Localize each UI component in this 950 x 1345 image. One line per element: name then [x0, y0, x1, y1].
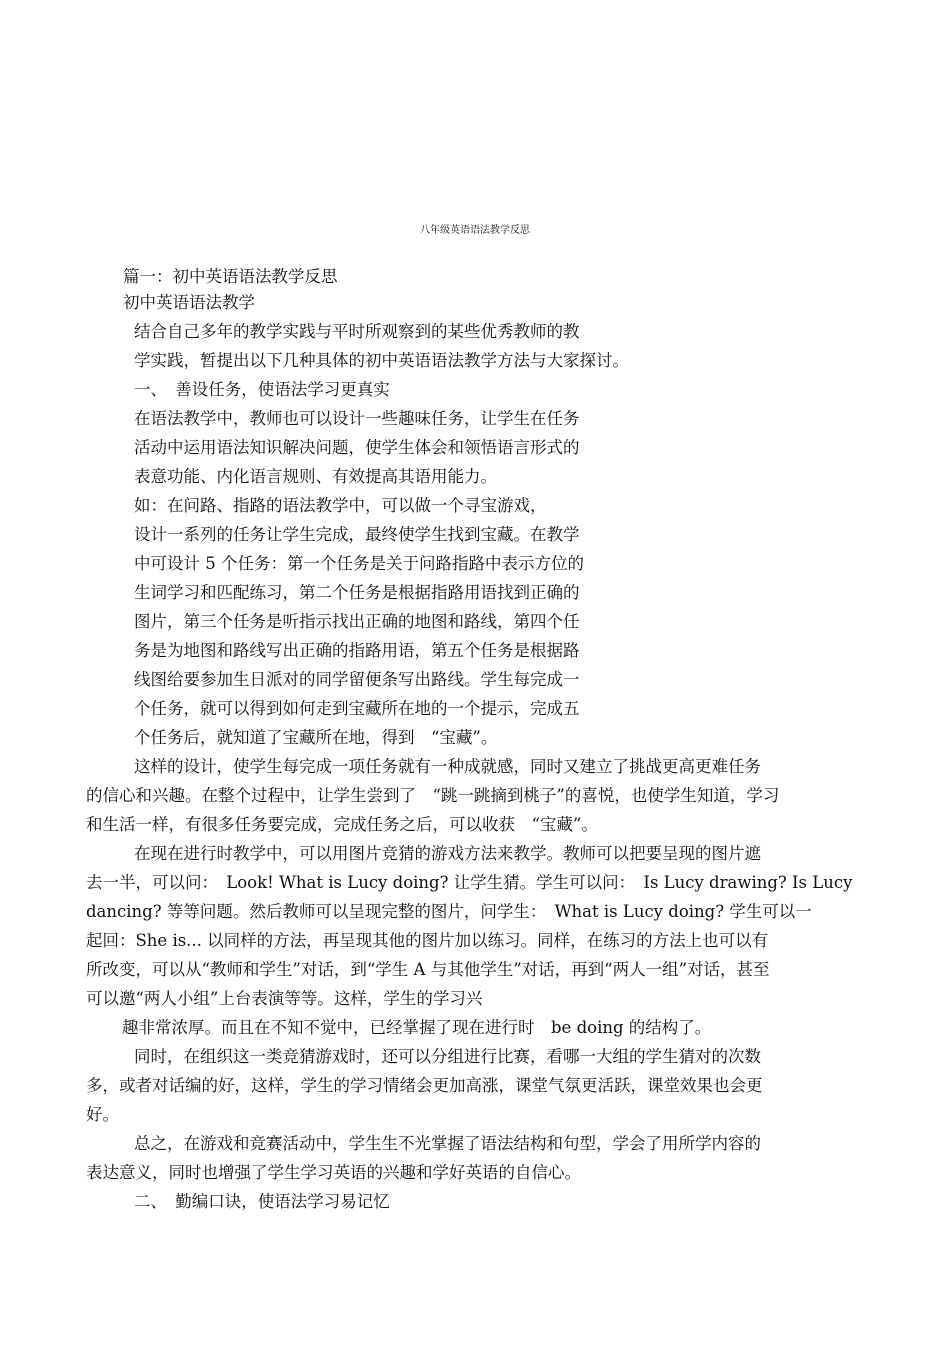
- subsection-heading: 一、 善设任务，使语法学习更真实: [134, 380, 390, 399]
- paragraph-line: 趣非常浓厚。而且在不知不觉中，已经掌握了现在进行时 be doing 的结构了。: [122, 1018, 712, 1037]
- paragraph-line: 可以邀“两人小组”上台表演等等。这样，学生的学习兴: [86, 989, 483, 1008]
- paragraph-line: 个任务，就可以得到如何走到宝藏所在地的一个提示，完成五: [134, 699, 580, 718]
- paragraph-line: 生词学习和匹配练习，第二个任务是根据指路用语找到正确的: [134, 583, 580, 602]
- paragraph-line: 如：在问路、指路的语法教学中，可以做一个寻宝游戏，: [134, 496, 547, 515]
- paragraph-line: 在现在进行时教学中，可以用图片竞猜的游戏方法来教学。教师可以把要呈现的图片遮: [134, 844, 761, 863]
- paragraph-line: 线图给要参加生日派对的同学留便条写出路线。学生每完成一: [134, 670, 580, 689]
- paragraph-line: 在语法教学中，教师也可以设计一些趣味任务，让学生在任务: [134, 409, 580, 428]
- paragraph-line: dancing? 等等问题。然后教师可以呈现完整的图片，问学生： What is Lucy doing? 学生可以一: [86, 902, 812, 921]
- subheading: 初中英语语法教学: [123, 293, 255, 312]
- paragraph-line: 结合自己多年的教学实践与平时所观察到的某些优秀教师的教: [134, 322, 580, 341]
- paragraph-line: 中可设计 5 个任务：第一个任务是关于问路指路中表示方位的: [134, 554, 584, 573]
- paragraph-line: 去一半，可以问： Look! What is Lucy doing? 让学生猜。学生可以问： Is Lucy drawing? Is Lucy: [86, 873, 853, 892]
- paragraph-line: 学实践，暂提出以下几种具体的初中英语语法教学方法与大家探讨。: [134, 351, 629, 370]
- document-title: 八年级英语语法教学反思: [420, 225, 530, 236]
- section-heading: 篇一：初中英语语法教学反思: [123, 267, 338, 286]
- paragraph-line: 多，或者对话编的好，这样，学生的学习情绪会更加高涨，课堂气氛更活跃，课堂效果也会更: [86, 1076, 763, 1095]
- paragraph-line: 设计一系列的任务让学生完成，最终使学生找到宝藏。在教学: [134, 525, 580, 544]
- paragraph-line: 好。: [86, 1105, 119, 1124]
- paragraph-line: 表意功能、内化语言规则、有效提高其语用能力。: [134, 467, 497, 486]
- subsection-heading: 二、 勤编口诀，使语法学习易记忆: [134, 1192, 390, 1211]
- paragraph-line: 总之，在游戏和竞赛活动中，学生生不光掌握了语法结构和句型，学会了用所学内容的: [134, 1134, 761, 1153]
- paragraph-line: 活动中运用语法知识解决问题，使学生体会和领悟语言形式的: [134, 438, 580, 457]
- paragraph-line: 所改变，可以从“教师和学生”对话，到“学生 A 与其他学生”对话，再到“两人一组”对话，甚至: [86, 960, 770, 979]
- paragraph-line: 同时，在组织这一类竞猜游戏时，还可以分组进行比赛，看哪一大组的学生猜对的次数: [134, 1047, 761, 1066]
- paragraph-line: 起回：She is... 以同样的方法，再呈现其他的图片加以练习。同样，在练习的方法上也可以有: [86, 931, 769, 950]
- paragraph-line: 表达意义，同时也增强了学生学习英语的兴趣和学好英语的自信心。: [86, 1163, 581, 1182]
- paragraph-line: 和生活一样，有很多任务要完成，完成任务之后，可以收获 “宝藏”。: [86, 815, 598, 834]
- paragraph-line: 图片，第三个任务是听指示找出正确的地图和路线，第四个任: [134, 612, 580, 631]
- paragraph-line: 的信心和兴趣。在整个过程中，让学生尝到了 “跳一跳摘到桃子”的喜悦，也使学生知道，学习: [86, 786, 780, 805]
- paragraph-line: 个任务后，就知道了宝藏所在地，得到 “宝藏”。: [134, 728, 498, 747]
- paragraph-line: 这样的设计，使学生每完成一项任务就有一种成就感，同时又建立了挑战更高更难任务: [134, 757, 761, 776]
- paragraph-line: 务是为地图和路线写出正确的指路用语，第五个任务是根据路: [134, 641, 580, 660]
